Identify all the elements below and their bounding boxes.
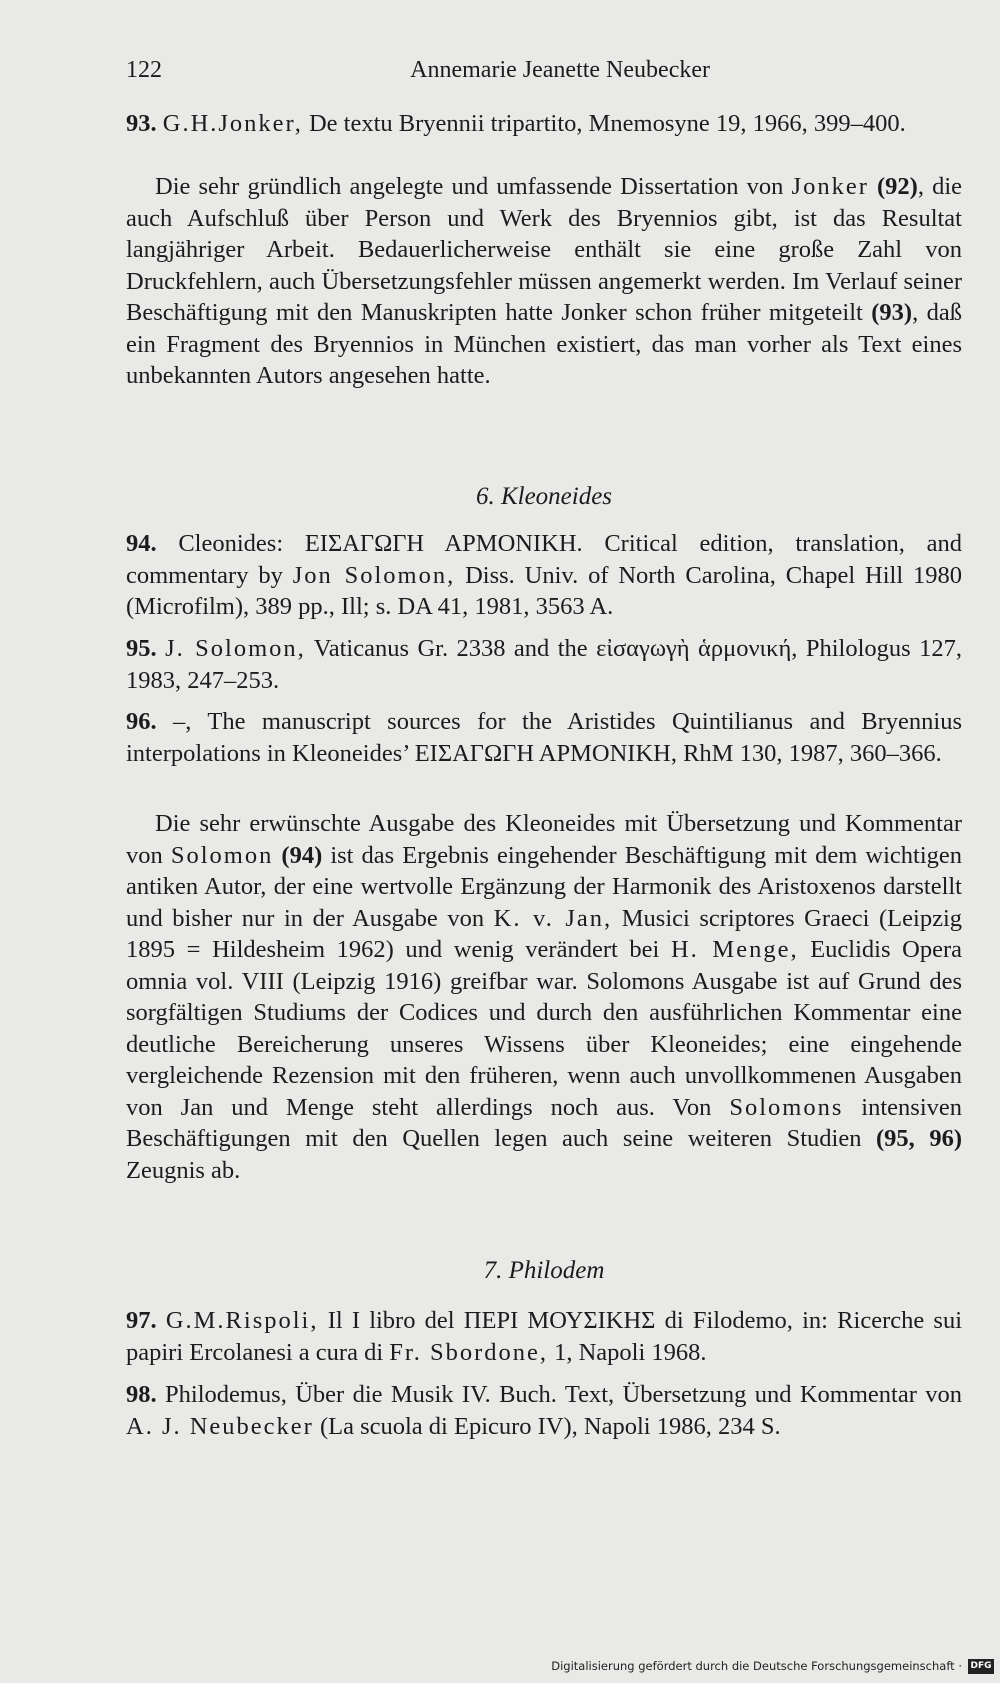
bibliography-entry-93: [126, 108, 962, 140]
author-name: Jonker: [791, 173, 869, 200]
author-name: K. v. Jan,: [493, 904, 613, 932]
entry-text: De textu Bryennii tripartito, Mnemosyne 19, 1966, 399–400.: [308, 110, 906, 137]
author-name: Solomons: [729, 1093, 844, 1121]
section-heading-kleoneides: 6. Kleoneides: [475, 483, 613, 510]
paragraph-text: ist das Ergebnis eingehender Beschäftigung mit dem wichtigen antiken Autor, der eine wertvolle Ergänzung der Harmonik des Aristoxenos darstellt und bisher nur in der Ausgabe von: [126, 841, 963, 932]
paragraph-text: , daß ein Fragment des Bryennios in München existiert, das man vorher als Text eines unbekannten Autors angesehen hatte.: [126, 299, 963, 389]
entry-number: 96.: [126, 708, 157, 735]
entry-reference: (92): [877, 173, 918, 200]
bibliography-entry-94: [126, 528, 962, 623]
entry-number: 97.: [126, 1307, 157, 1334]
running-head: Annemarie Jeanette Neubecker: [410, 57, 710, 83]
entry-text: –, The manuscript sources for the Aristides Quintilianus and Bryennius interpolations in Kleoneides’ ΕΙΣΑΓΩΓΗ ΑΡΜΟΝΙΚΗ, RhM 130, 1987, 360–366.: [126, 708, 963, 767]
entry-author: G.H.Jonker,: [162, 110, 303, 137]
entry-reference: (93): [871, 299, 913, 326]
entry-author: A. J. Neubecker: [126, 1412, 314, 1440]
entry-text: Diss. Univ. of North Carolina, Chapel Hill 1980 (Microfilm), 389 pp., Ill; s. DA 41, 1981, 3563 A.: [126, 561, 963, 620]
entry-number: 93.: [126, 110, 157, 137]
dfg-logo: DFG: [968, 1659, 994, 1674]
page-header: [126, 52, 710, 88]
entry-text: Cleonides: ΕΙΣΑΓΩΓΗ ΑΡΜΟΝΙΚΗ. Critical edition, translation, and commentary by: [126, 530, 962, 589]
entry-author: Jon Solomon,: [292, 561, 456, 589]
page-number: 122: [126, 57, 162, 83]
bibliography-entry-98: [126, 1379, 962, 1442]
entry-reference: (95, 96): [876, 1125, 963, 1152]
entry-text: 1, Napoli 1968.: [554, 1338, 707, 1366]
paragraph-text: , die auch Aufschluß über Person und Werk des Bryennios gibt, ist das Resultat langjähriger Arbeit. Bedauerlicherweise enthält sie eine große Zahl von Druckfehlern, auch Übersetzungsfehler müssen angemerkt werden. Im Verlauf seiner Beschäftigung mit den Manuskripten hatte Jonker schon früher mitgeteilt: [126, 173, 963, 326]
digitization-credit: Digitalisierung gefördert durch die Deutsche Forschungsgemeinschaft ·: [551, 1659, 962, 1673]
entry-number: 98.: [126, 1381, 157, 1408]
paragraph-text: Die sehr gründlich angelegte und umfassende Dissertation von: [155, 173, 784, 200]
entry-number: 95.: [126, 635, 157, 662]
entry-text: Vaticanus Gr. 2338 and the εἰσαγωγὴ ἁρμονική, Philologus 127, 1983, 247–253.: [126, 635, 962, 694]
paragraph-text: Zeugnis ab.: [126, 1156, 241, 1184]
commentary-paragraph-2: [126, 808, 962, 1186]
entry-reference: (94): [281, 841, 323, 869]
author-name: Solomon: [170, 841, 274, 869]
entry-text: Philodemus, Über die Musik IV. Buch. Text, Übersetzung und Kommentar von: [165, 1381, 963, 1408]
paragraph-text: Musici scriptores Graeci (Leipzig 1895 = Hildesheim 1962) und wenig verändert bei: [126, 904, 963, 963]
entry-number: 94.: [126, 530, 157, 557]
entry-author: J. Solomon,: [165, 635, 306, 662]
bibliography-entry-97: [126, 1305, 962, 1368]
paragraph-text: Euclidis Opera omnia vol. VIII (Leipzig 1916) greifbar war. Solomons Ausgabe ist auf Grund des sorgfältigen Studiums der Codices und durch den ausführlichen Kommentar eine deutliche Bereicherung unseres Wissens über Kleoneides; eine eingehende vergleichende Rezension mit den früheren, wenn auch unvollkommenen Ausgaben von Jan und Menge steht allerdings noch aus. Von: [126, 936, 962, 1121]
entry-editor: Fr. Sbordone,: [389, 1338, 548, 1366]
bibliography-entry-96: [126, 706, 962, 769]
paragraph-text: Die sehr erwünschte Ausgabe des Kleoneides mit Übersetzung und Kommentar von: [126, 810, 962, 869]
author-name: H. Menge,: [670, 936, 799, 963]
bibliography-entry-95: [126, 633, 962, 696]
entry-text: Il I libro del ΠΕΡΙ ΜΟΥΣΙΚΗΣ di Filodemo, in: Ricerche sui papiri Ercolanesi a cura di: [126, 1307, 963, 1366]
commentary-paragraph-1: [126, 171, 962, 392]
section-heading-philodem: 7. Philodem: [483, 1257, 605, 1284]
paragraph-text: intensiven Beschäftigungen mit den Quellen legen auch seine weiteren Studien: [126, 1093, 963, 1152]
entry-text: (La scuola di Epicuro IV), Napoli 1986, 234 S.: [319, 1412, 781, 1440]
entry-author: G.M.Rispoli,: [165, 1307, 319, 1334]
